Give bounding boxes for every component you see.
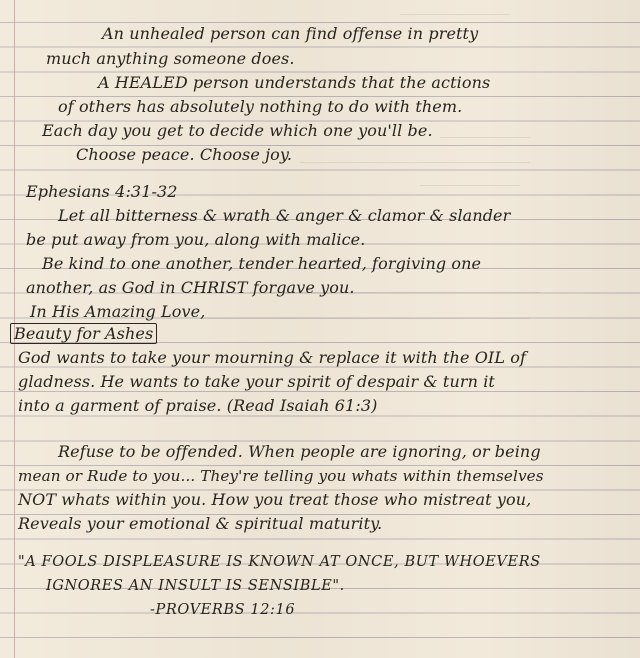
line-intro-5: Each day you get to decide which one you'll be.: [42, 121, 433, 140]
scripture-line-4: another, as God in CHRIST forgave you.: [26, 278, 355, 297]
line-intro-3: A HEALED person understands that the actions: [98, 73, 491, 92]
offense-line-4: Reveals your emotional & spiritual maturity.: [18, 514, 383, 533]
proverb-line-1: "A FOOLS DISPLEASURE IS KNOWN AT ONCE, BUT WHOEVERS: [18, 554, 541, 570]
scripture-line-3: Be kind to one another, tender hearted, forgiving one: [42, 254, 482, 273]
beauty-for-ashes-heading: [10, 322, 157, 346]
beauty-line-1: God wants to take your mourning & replace it with the OIL of: [18, 348, 527, 367]
boxed-heading: Beauty for Ashes: [10, 323, 157, 344]
proverb-line-2: IGNORES AN INSULT IS SENSIBLE".: [46, 578, 345, 594]
offense-line-3: NOT whats within you. How you treat those who mistreat you,: [18, 490, 532, 509]
scripture-reference: Ephesians 4:31-32: [26, 182, 178, 201]
offense-line-2: mean or Rude to you... They're telling you whats within themselves: [18, 467, 544, 485]
line-intro-4: of others has absolutely nothing to do with them.: [58, 97, 463, 116]
beauty-line-2: gladness. He wants to take your spirit of despair & turn it: [18, 372, 495, 391]
line-intro-1: An unhealed person can find offense in pretty: [102, 24, 479, 43]
signoff-line: In His Amazing Love,: [30, 302, 206, 321]
scripture-line-2: be put away from you, along with malice.: [26, 230, 366, 249]
line-intro-2: much anything someone does.: [46, 49, 295, 68]
offense-line-1: Refuse to be offended. When people are ignoring, or being: [58, 442, 541, 461]
line-intro-6: Choose peace. Choose joy.: [76, 145, 293, 164]
proverb-attribution: -PROVERBS 12:16: [150, 602, 296, 618]
beauty-line-3: into a garment of praise. (Read Isaiah 61:3): [18, 396, 378, 415]
scripture-line-1: Let all bitterness & wrath & anger & clamor & slander: [58, 206, 511, 225]
